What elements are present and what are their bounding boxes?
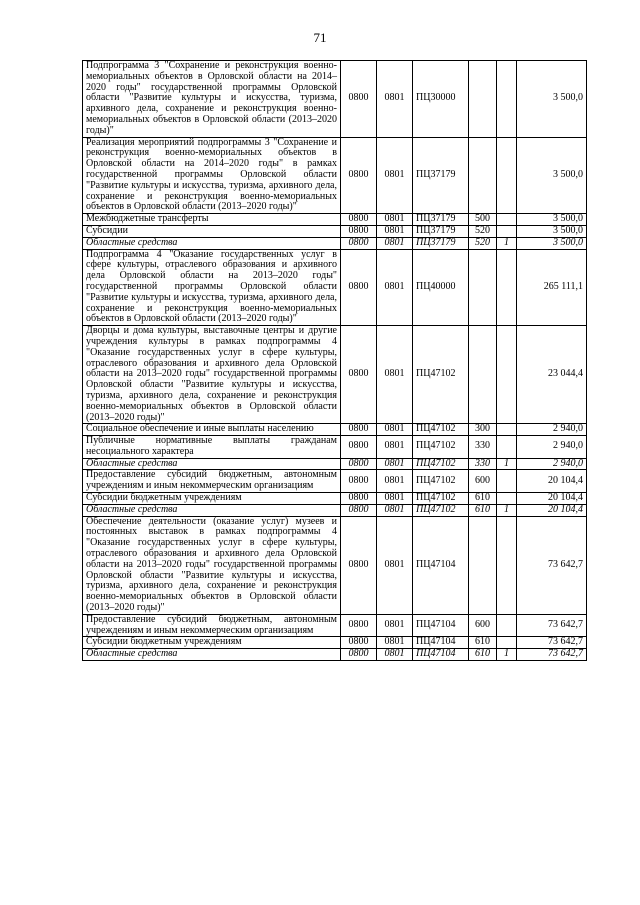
row-name: Субсидии xyxy=(83,225,341,237)
row-expense-type-code: 500 xyxy=(469,214,497,226)
table-row xyxy=(83,458,587,470)
row-section-code: 0800 xyxy=(341,614,377,637)
row-sum: 3 500,0 xyxy=(517,214,587,226)
row-sum: 73 642,7 xyxy=(517,637,587,649)
row-section-code: 0800 xyxy=(341,470,377,493)
row-target-code: ПЦ47102 xyxy=(413,493,469,505)
row-section-code: 0800 xyxy=(341,214,377,226)
row-target-code: ПЦ47104 xyxy=(413,614,469,637)
row-funding-source xyxy=(497,436,517,459)
row-target-code: ПЦ37179 xyxy=(413,237,469,249)
row-subsection-code: 0801 xyxy=(377,470,413,493)
row-name: Предоставление субсидий бюджетным, автономным учреждениям и иным некоммерческим организациям xyxy=(83,470,341,493)
row-sum: 2 940,0 xyxy=(517,436,587,459)
row-subsection-code: 0801 xyxy=(377,436,413,459)
row-name: Реализация мероприятий подпрограммы 3 "Сохранение и реконструкция военно-мемориальных объектов в Орловской области на 2014–2020 годы" в рамках государственной программы Орловской области "Развитие культуры и искусства, туризма, архивного дела, сохранение и реконструкция военно-мемориальных объектов в Орловской области (2013–2020 годы)" xyxy=(83,137,341,214)
row-sum: 3 500,0 xyxy=(517,237,587,249)
row-target-code: ПЦ47102 xyxy=(413,424,469,436)
row-subsection-code: 0801 xyxy=(377,493,413,505)
row-subsection-code: 0801 xyxy=(377,614,413,637)
row-sum: 73 642,7 xyxy=(517,614,587,637)
row-subsection-code: 0801 xyxy=(377,458,413,470)
row-subsection-code: 0801 xyxy=(377,214,413,226)
row-name: Социальное обеспечение и иные выплаты населению xyxy=(83,424,341,436)
row-sum: 3 500,0 xyxy=(517,61,587,138)
row-section-code: 0800 xyxy=(341,516,377,614)
row-expense-type-code: 600 xyxy=(469,614,497,637)
row-section-code: 0800 xyxy=(341,436,377,459)
row-sum: 2 940,0 xyxy=(517,458,587,470)
row-name: Публичные нормативные выплаты гражданам несоциального характера xyxy=(83,436,341,459)
table-row xyxy=(83,470,587,493)
row-section-code: 0800 xyxy=(341,326,377,424)
row-sum: 20 104,4 xyxy=(517,470,587,493)
row-section-code: 0800 xyxy=(341,237,377,249)
table-row xyxy=(83,237,587,249)
row-subsection-code: 0801 xyxy=(377,649,413,661)
row-target-code: ПЦ47102 xyxy=(413,326,469,424)
row-subsection-code: 0801 xyxy=(377,326,413,424)
table-row xyxy=(83,249,587,326)
row-expense-type-code: 330 xyxy=(469,458,497,470)
budget-table xyxy=(82,60,587,661)
row-subsection-code: 0801 xyxy=(377,137,413,214)
row-section-code: 0800 xyxy=(341,249,377,326)
row-funding-source xyxy=(497,516,517,614)
row-funding-source xyxy=(497,326,517,424)
row-target-code: ПЦ47102 xyxy=(413,436,469,459)
table-row xyxy=(83,326,587,424)
row-expense-type-code xyxy=(469,249,497,326)
row-expense-type-code: 610 xyxy=(469,649,497,661)
row-name: Межбюджетные трансферты xyxy=(83,214,341,226)
row-target-code: ПЦ30000 xyxy=(413,61,469,138)
table-row xyxy=(83,516,587,614)
row-section-code: 0800 xyxy=(341,649,377,661)
row-name: Субсидии бюджетным учреждениям xyxy=(83,637,341,649)
row-expense-type-code: 520 xyxy=(469,237,497,249)
row-expense-type-code: 610 xyxy=(469,637,497,649)
row-subsection-code: 0801 xyxy=(377,61,413,138)
row-subsection-code: 0801 xyxy=(377,225,413,237)
row-expense-type-code xyxy=(469,61,497,138)
row-funding-source: 1 xyxy=(497,504,517,516)
row-funding-source xyxy=(497,470,517,493)
row-section-code: 0800 xyxy=(341,61,377,138)
row-subsection-code: 0801 xyxy=(377,249,413,326)
row-funding-source xyxy=(497,137,517,214)
row-name: Подпрограмма 3 "Сохранение и реконструкция военно-мемориальных объектов в Орловской области на 2014–2020 годы" государственной программы Орловской области "Развитие культуры и искусства, туризма, архивного дела, сохранение и реконструкция военно-мемориальных объектов в Орловской области (2013–2020 годы)" xyxy=(83,61,341,138)
row-target-code: ПЦ37179 xyxy=(413,214,469,226)
row-subsection-code: 0801 xyxy=(377,237,413,249)
row-expense-type-code: 300 xyxy=(469,424,497,436)
table-row xyxy=(83,214,587,226)
row-section-code: 0800 xyxy=(341,137,377,214)
row-expense-type-code: 600 xyxy=(469,470,497,493)
row-subsection-code: 0801 xyxy=(377,504,413,516)
row-target-code: ПЦ37179 xyxy=(413,137,469,214)
row-name: Областные средства xyxy=(83,458,341,470)
row-expense-type-code: 330 xyxy=(469,436,497,459)
row-funding-source: 1 xyxy=(497,237,517,249)
budget-table-body xyxy=(83,61,587,661)
row-target-code: ПЦ47104 xyxy=(413,637,469,649)
row-funding-source: 1 xyxy=(497,649,517,661)
table-row xyxy=(83,424,587,436)
row-name: Областные средства xyxy=(83,649,341,661)
row-target-code: ПЦ47104 xyxy=(413,649,469,661)
row-sum: 73 642,7 xyxy=(517,516,587,614)
table-row xyxy=(83,493,587,505)
row-expense-type-code xyxy=(469,326,497,424)
row-name: Субсидии бюджетным учреждениям xyxy=(83,493,341,505)
row-sum: 3 500,0 xyxy=(517,137,587,214)
table-row xyxy=(83,649,587,661)
row-sum: 3 500,0 xyxy=(517,225,587,237)
row-subsection-code: 0801 xyxy=(377,516,413,614)
row-sum: 2 940,0 xyxy=(517,424,587,436)
row-section-code: 0800 xyxy=(341,504,377,516)
row-name: Предоставление субсидий бюджетным, автономным учреждениям и иным некоммерческим организациям xyxy=(83,614,341,637)
row-funding-source xyxy=(497,637,517,649)
row-funding-source xyxy=(497,614,517,637)
table-row xyxy=(83,225,587,237)
row-target-code: ПЦ40000 xyxy=(413,249,469,326)
row-sum: 265 111,1 xyxy=(517,249,587,326)
row-funding-source: 1 xyxy=(497,458,517,470)
row-expense-type-code: 610 xyxy=(469,493,497,505)
table-row xyxy=(83,637,587,649)
row-funding-source xyxy=(497,214,517,226)
row-funding-source xyxy=(497,424,517,436)
row-expense-type-code: 610 xyxy=(469,504,497,516)
row-name: Подпрограмма 4 "Оказание государственных услуг в сфере культуры, отраслевого образования и архивного дела Орловской области на 2013–2020 годы" государственной программы Орловской области "Развитие культуры и искусства, туризма, архивного дела, сохранение и реконструкция военно-мемориальных объектов в Орловской области (2013–2020 годы)" xyxy=(83,249,341,326)
table-row xyxy=(83,614,587,637)
row-expense-type-code xyxy=(469,516,497,614)
row-funding-source xyxy=(497,249,517,326)
row-name: Обеспечение деятельности (оказание услуг) музеев и постоянных выставок в рамках подпрограммы 4 "Оказание государственных услуг в сфере культуры, отраслевого образования и архивного дела Орловской области на 2013–2020 годы" государственной программы Орловской области "Развитие культуры и искусства, туризма, архивного дела, сохранение и реконструкция военно-мемориальных объектов в Орловской области (2013–2020 годы)" xyxy=(83,516,341,614)
table-row xyxy=(83,436,587,459)
row-section-code: 0800 xyxy=(341,637,377,649)
page-number: 71 xyxy=(313,30,327,45)
row-name: Областные средства xyxy=(83,237,341,249)
row-section-code: 0800 xyxy=(341,225,377,237)
row-funding-source xyxy=(497,61,517,138)
row-target-code: ПЦ47102 xyxy=(413,458,469,470)
row-subsection-code: 0801 xyxy=(377,424,413,436)
row-sum: 20 104,4 xyxy=(517,493,587,505)
row-target-code: ПЦ37179 xyxy=(413,225,469,237)
row-name: Областные средства xyxy=(83,504,341,516)
row-name: Дворцы и дома культуры, выставочные центры и другие учреждения культуры в рамках подпрограммы 4 "Оказание государственных услуг в сфере культуры, отраслевого образования и архивного дела Орловской области на 2013–2020 годы" государственной программы Орловской области "Развитие культуры и искусства, туризма, архивного дела, сохранение и реконструкция военно-мемориальных объектов в Орловской области (2013–2020 годы)" xyxy=(83,326,341,424)
row-section-code: 0800 xyxy=(341,424,377,436)
row-section-code: 0800 xyxy=(341,458,377,470)
table-row xyxy=(83,61,587,138)
row-target-code: ПЦ47104 xyxy=(413,516,469,614)
row-funding-source xyxy=(497,225,517,237)
row-sum: 23 044,4 xyxy=(517,326,587,424)
row-expense-type-code: 520 xyxy=(469,225,497,237)
row-funding-source xyxy=(497,493,517,505)
table-row xyxy=(83,504,587,516)
row-sum: 73 642,7 xyxy=(517,649,587,661)
table-row xyxy=(83,137,587,214)
row-sum: 20 104,4 xyxy=(517,504,587,516)
row-subsection-code: 0801 xyxy=(377,637,413,649)
row-section-code: 0800 xyxy=(341,493,377,505)
row-target-code: ПЦ47102 xyxy=(413,504,469,516)
row-target-code: ПЦ47102 xyxy=(413,470,469,493)
row-expense-type-code xyxy=(469,137,497,214)
